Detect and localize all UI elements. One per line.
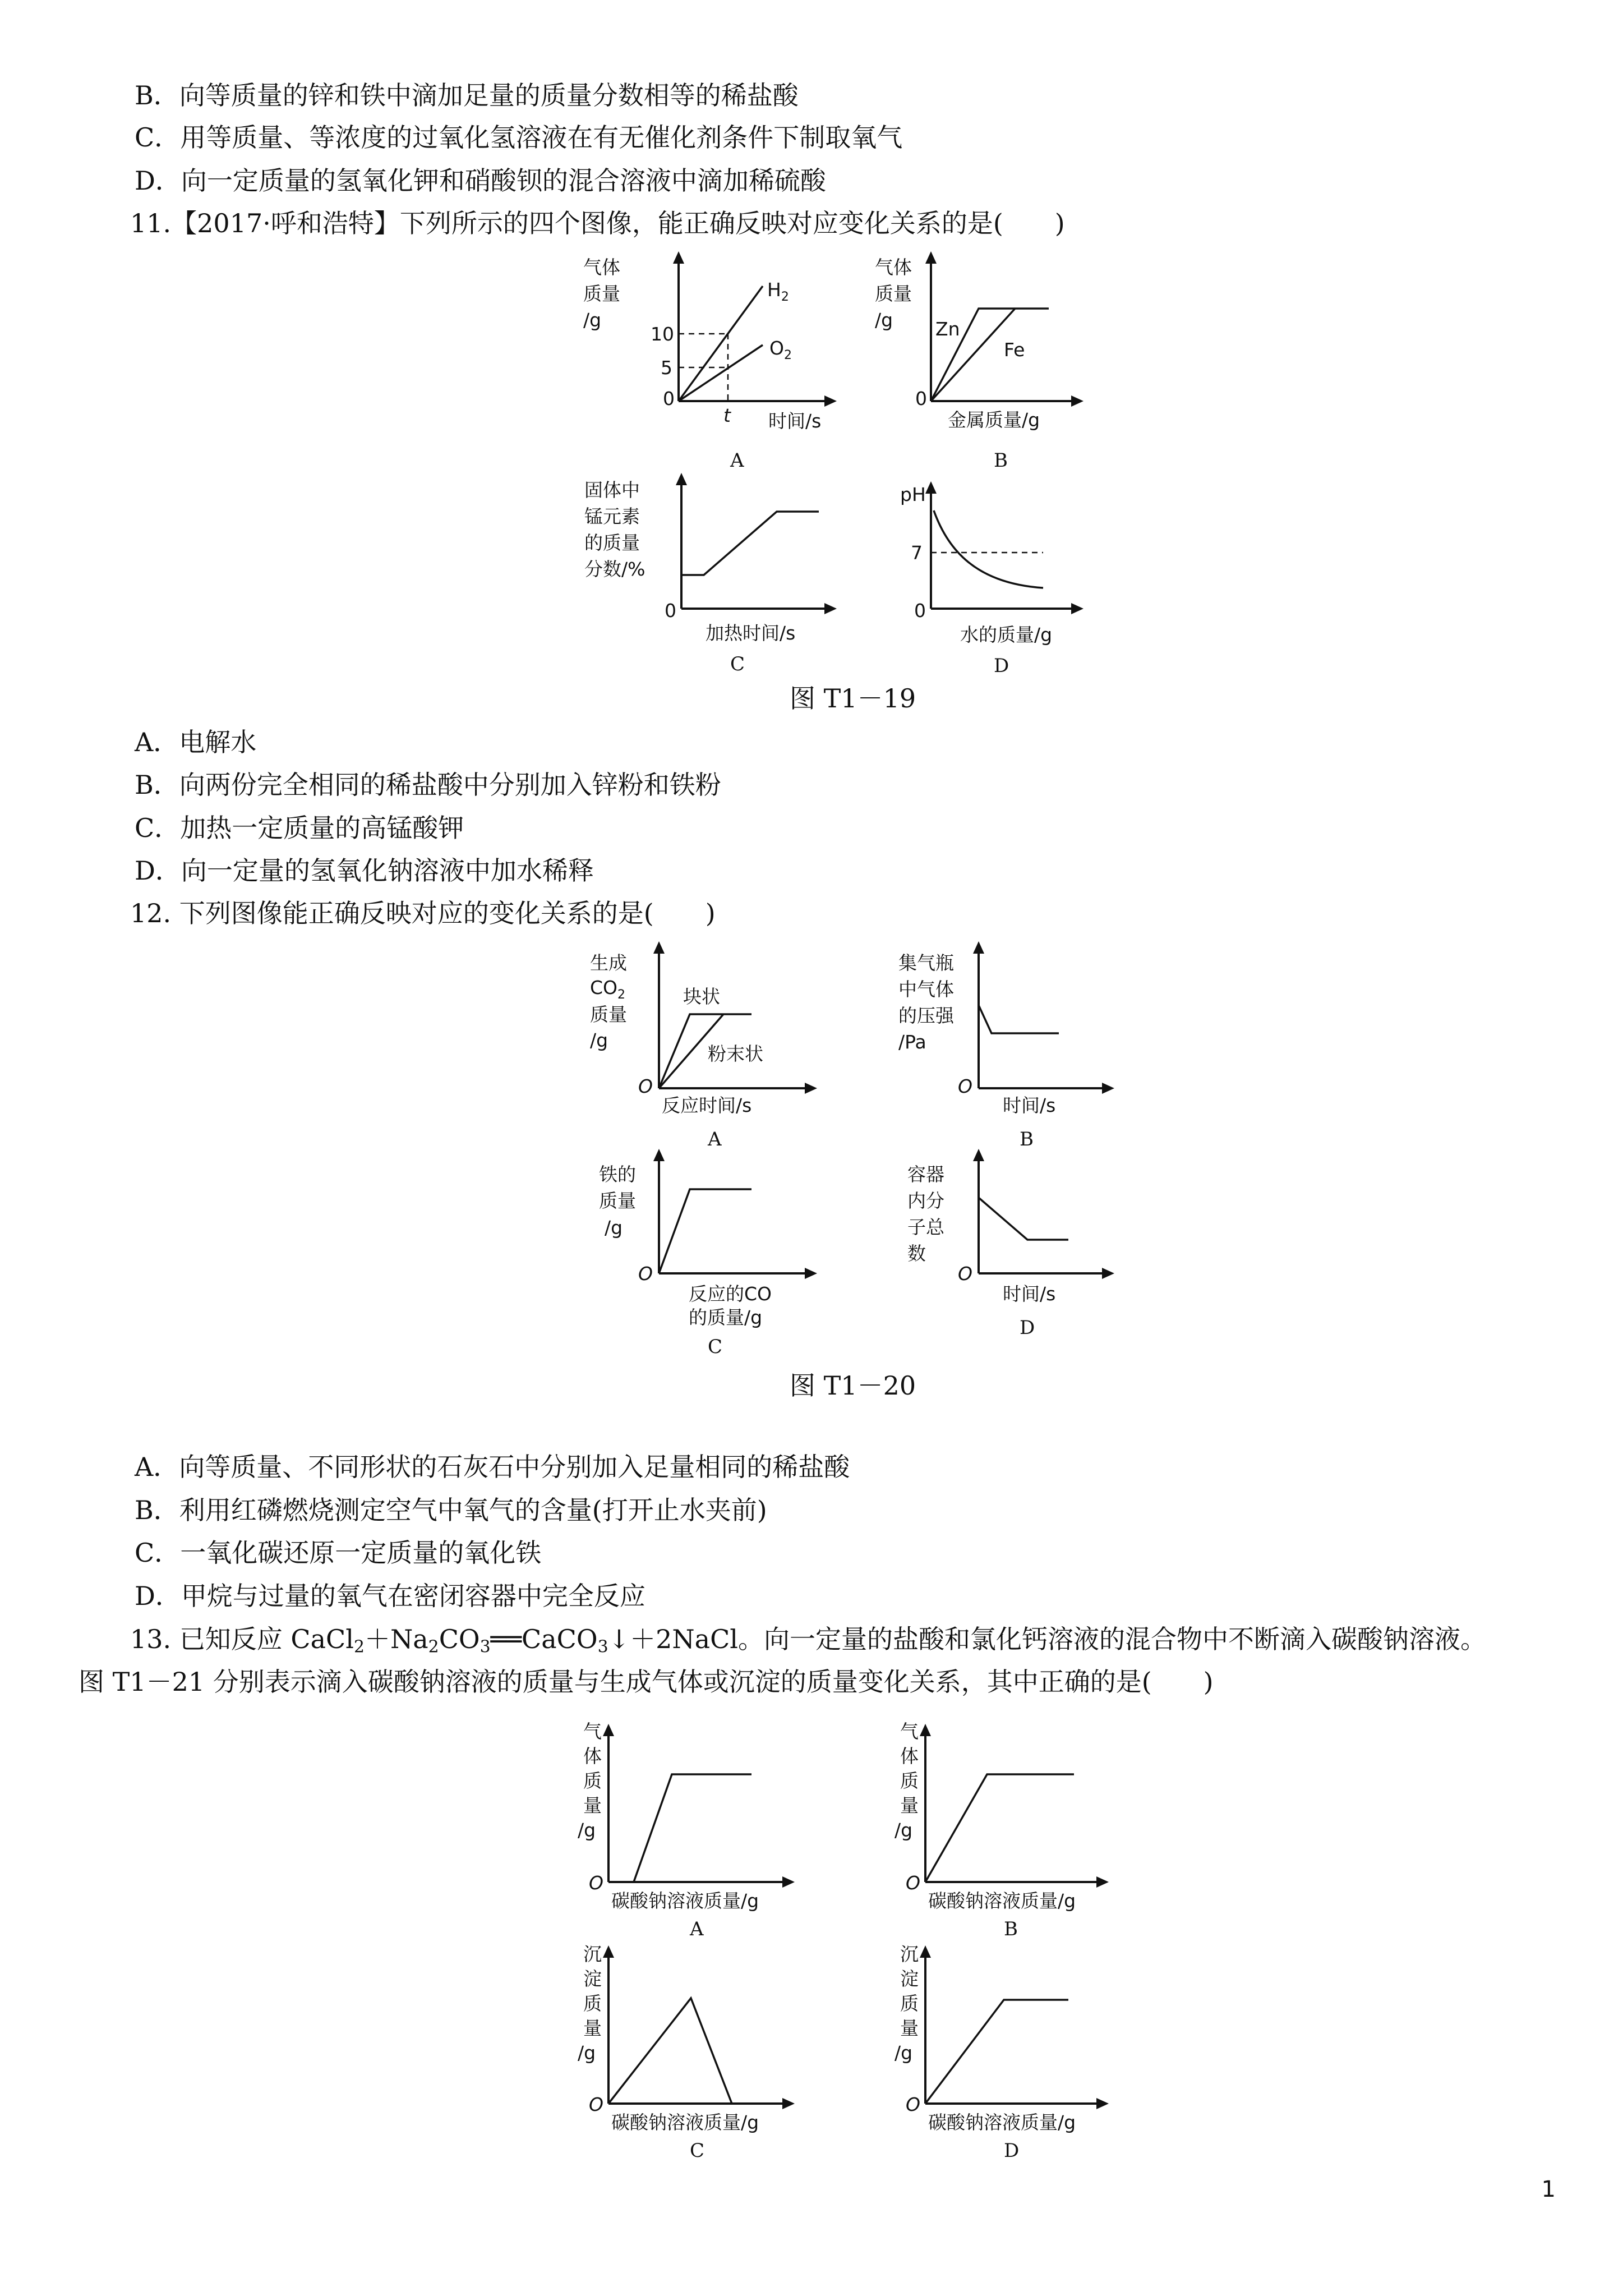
origin-label: O [906,2093,920,2115]
chart-21a [578,1720,795,1940]
option-line: B．向等质量的锌和铁中滴加足量的质量分数相等的稀盐酸 [135,80,799,111]
origin-label: 0 [915,388,927,409]
y-label: 质 [900,1770,919,1792]
x-label: 碳酸钠溶液质量/g [611,1890,759,1912]
y-label: $CO_2$ [590,977,626,1002]
axis-arrow [603,1724,614,1736]
chart-tag: D [1020,1317,1035,1339]
series-label: $O_2$ [769,337,792,362]
x-label: 碳酸钠溶液质量/g [611,2111,759,2133]
y-label: /g [590,1029,608,1051]
y-label: 量 [583,1795,602,1816]
x-label: 加热时间/s [706,622,796,644]
y-label: /g [578,2042,596,2064]
y-label: 的质量 [584,532,640,554]
option-line: C．加热一定质量的高锰酸钾 [135,813,464,843]
y-label: 淀 [900,1968,919,1990]
x-label: 反应的CO [689,1283,772,1305]
y-label: 气 [583,1720,602,1742]
y-label: 集气瓶 [898,952,954,974]
y-label: 淀 [583,1968,602,1990]
y-label: /g [605,1217,623,1239]
gas-line [634,1774,751,1882]
y-label: /g [583,309,602,331]
y-label: 质量 [875,283,912,305]
y-label: 质 [583,1770,602,1792]
origin-label: 0 [914,600,926,622]
y-label: /Pa [898,1031,926,1053]
gas-line [925,1774,1074,1882]
axis-arrow [1096,2098,1109,2109]
axis-arrow [1096,1876,1109,1888]
y-label: 生成 [590,952,627,974]
axis-arrow [603,1945,614,1958]
y-label: /g [578,1819,596,1841]
y-label: 体 [583,1745,602,1767]
tick-label: 5 [661,357,672,379]
precipitate-line [608,1998,732,2104]
y-label: 锰元素 [584,505,640,527]
option-line: D．向一定质量的氢氧化钾和硝酸钡的混合溶液中滴加稀硫酸 [135,165,826,196]
origin-label: O [958,1075,972,1097]
precipitate-line [925,2000,1068,2104]
option-line: C．一氧化碳还原一定质量的氧化铁 [135,1538,542,1568]
y-label: 子总 [907,1216,944,1238]
x-label: 时间/s [1003,1283,1056,1305]
y-label: 铁的 [599,1163,636,1185]
series-label: Zn [935,318,960,340]
y-label: 量 [583,2017,602,2039]
y-label: 质量 [599,1190,636,1212]
chart-tag: A [690,1918,704,1940]
option-line: A．电解水 [135,727,257,757]
option-line: B．向两份完全相同的稀盐酸中分别加入锌粉和铁粉 [135,770,721,800]
chart-tag: A [708,1128,722,1151]
origin-label: 0 [665,600,676,622]
question-13-line2: 图 T1－21 分别表示滴入碳酸钠溶液的质量与生成气体或沉淀的质量变化关系，其中正确的是( ) [79,1667,1214,1697]
chart-tag: C [708,1336,723,1358]
option-line: D．甲烷与过量的氧气在密闭容器中完全反应 [135,1581,645,1611]
chart-tag: A [730,449,744,472]
tick-label: 7 [911,542,923,564]
chart-tag: C [730,653,745,675]
question-12: 12. 下列图像能正确反映对应的变化关系的是( ) [130,898,716,928]
origin-label: O [589,1872,603,1894]
y-label: /g [875,309,893,331]
origin-label: O [638,1263,653,1285]
chart-tag: C [690,2139,705,2162]
figure-caption: 图 T1－20 [790,1370,916,1401]
origin-label: 0 [663,388,675,409]
option-line: A．向等质量、不同形状的石灰石中分别加入足量相同的稀盐酸 [135,1452,850,1482]
y-label: 内分 [907,1190,944,1212]
axis-arrow [920,1724,931,1736]
chart-tag: B [994,449,1008,472]
series-label: 块状 [683,986,720,1007]
y-label: 量 [900,2017,919,2039]
series-label: Fe [1004,339,1025,361]
chart-21c [578,1943,795,2162]
y-label: 的压强 [898,1005,954,1027]
y-label: 中气体 [898,978,954,1000]
option-line: B．利用红磷燃烧测定空气中氧气的含量(打开止水夹前) [135,1495,767,1525]
y-label: 气 [900,1720,919,1742]
tick-label: 10 [651,323,674,345]
y-label: 数 [907,1243,926,1264]
y-label: 体 [900,1745,919,1767]
x-label: 碳酸钠溶液质量/g [928,2111,1076,2133]
y-label: 容器 [907,1163,944,1185]
axis-arrow [920,1945,931,1958]
x-label: 时间/s [1003,1094,1056,1116]
y-label: 量 [900,1795,919,1816]
chart-21b [895,1720,1109,1940]
axis-arrow [782,1876,795,1888]
x-label: 反应时间/s [662,1094,752,1116]
chart-21d [895,1943,1109,2162]
y-label: 质 [900,1993,919,2014]
chart-tag: D [994,655,1009,677]
series-label: 粉末状 [708,1043,763,1065]
y-label: 质量 [583,283,620,305]
y-label: /g [895,2042,913,2064]
y-label: 气体 [875,256,912,278]
option-line: D．向一定量的氢氧化钠溶液中加水稀释 [135,855,594,886]
tick-label: t [723,404,731,426]
y-label: 分数/% [584,558,645,580]
chart-tag: B [1020,1128,1034,1151]
y-label: 质 [583,1993,602,2014]
series-label: $H_2$ [767,279,789,304]
y-label: 气体 [583,256,620,278]
x-label: 的质量/g [689,1306,763,1328]
question-13: 13. 已知反应 $CaCl_2+Na_2CO_3══CaCO_3↓+2NaCl$。向一定量的盐酸和氯化钙溶液的混合物中不断滴入碳酸钠溶液。 [130,1624,1486,1657]
y-label: 固体中 [584,479,640,501]
origin-label: O [906,1872,920,1894]
x-label: 水的质量/g [960,624,1053,646]
option-line: C．用等质量、等浓度的过氧化氢溶液在有无催化剂条件下制取氧气 [135,122,903,153]
axis-arrow [782,2098,795,2109]
x-label: 碳酸钠溶液质量/g [928,1890,1076,1912]
page-number: 1 [1541,2177,1556,2202]
figure-caption: 图 T1－19 [790,683,916,714]
origin-label: O [958,1263,972,1285]
y-label: /g [895,1819,913,1841]
chart-tag: D [1004,2139,1020,2162]
x-label: 时间/s [768,410,822,432]
origin-label: O [638,1075,653,1097]
question-11: 11.【2017·呼和浩特】下列所示的四个图像，能正确反映对应变化关系的是( ) [130,208,1065,238]
y-label: 沉 [583,1943,602,1965]
origin-label: O [589,2093,603,2115]
y-label: pH [900,484,926,505]
x-label: 金属质量/g [948,409,1040,431]
y-label: 沉 [900,1943,919,1965]
y-label: 质量 [590,1004,627,1025]
chart-tag: B [1004,1918,1018,1940]
